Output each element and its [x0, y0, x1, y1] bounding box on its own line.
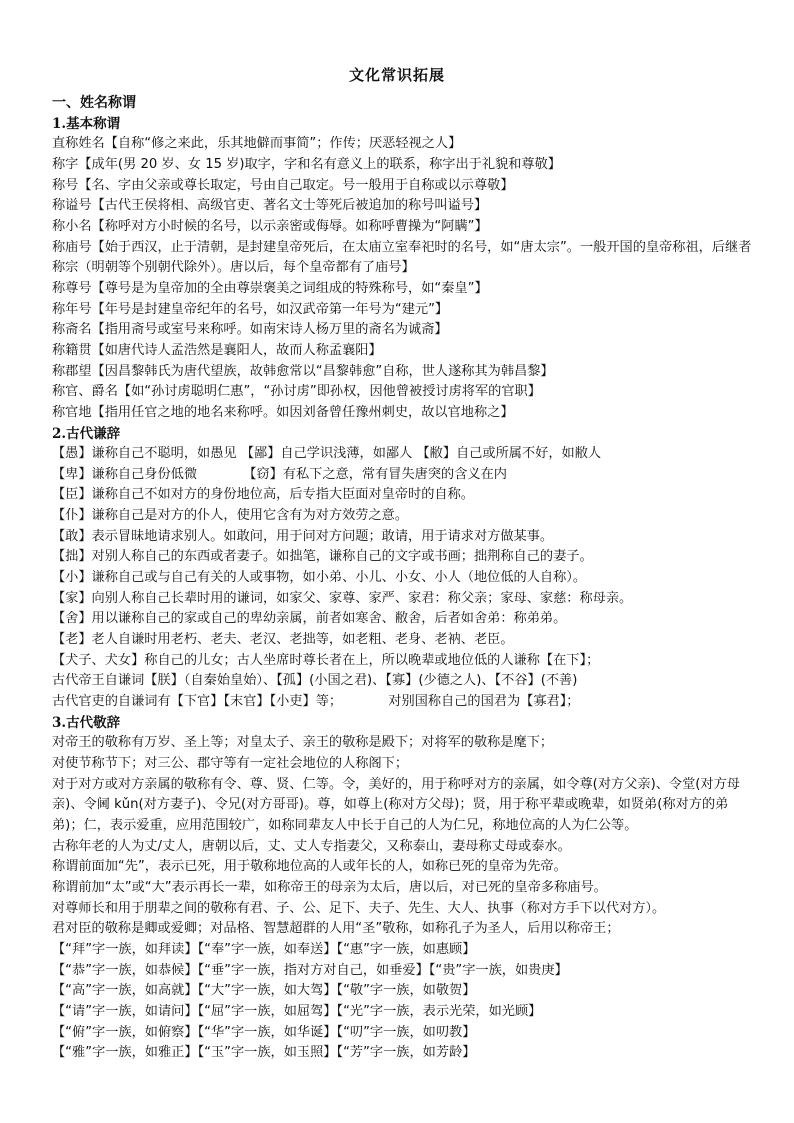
text-line: 称尊号【尊号是为皇帝加的全由尊崇褒美之词组成的特殊称号，如“秦皇”】 — [52, 280, 488, 296]
text-line: 【犬子、犬女】称自己的儿女；古人坐席时尊长者在上，所以晚辈或地位低的人谦称【在下】； — [52, 652, 600, 668]
text-paragraph: 对于对方或对方亲属的敬称有令、尊、贤、仁等。令，美好的，用于称呼对方的亲属，如令尊(对方父亲)、令堂(对方母亲)、令阃 kǔn(对方妻子)、令兄(对方哥哥)。尊，如尊上(称对方父母)；贤，用于称平辈或晚辈，如贤弟(称对方的弟弟)；仁，表示爱重，应用范围较广，如称同辈友人中长于自己的人为仁兄，称地位高的人为仁公等。 — [52, 776, 740, 833]
text-line: 称官地【指用任官之地的地名来称呼。如因刘备曾任豫州刺史，故以官地称之】 — [52, 404, 514, 420]
subsection-heading: 2.古代谦辞 — [52, 425, 121, 442]
text-line: 【“恭”字一族，如恭候】【“垂”字一族，指对方对自己，如垂爱】【“贵”字一族，如贵庚】 — [52, 962, 568, 978]
text-line: 【舍】用以谦称自己的家或自己的卑幼亲属，前者如寒舍、敝舍，后者如舍弟：称弟弟。 — [52, 611, 567, 627]
text-line: 【老】老人自谦时用老朽、老夫、老汉、老拙等，如老粗、老身、老衲、老臣。 — [52, 632, 514, 648]
text-line: 【“雅”字一族，如雅正】【“玉”字一族，如玉照】【“芳”字一族，如芳龄】 — [52, 1045, 476, 1061]
section-heading: 一、姓名称谓 — [52, 95, 136, 111]
text-line: 称字【成年(男 20 岁、女 15 岁)取字，字和名有意义上的联系，称字出于礼貌和尊敬】 — [52, 156, 561, 172]
text-line: 【“高”字一族，如高就】【“大”字一族，如大驾】【“敬”字一族，如敬贺】 — [52, 983, 476, 999]
text-line: 【小】谦称自己或与自己有关的人或事物，如小弟、小儿、小女、小人（地位低的人自称）。 — [52, 570, 587, 586]
text-line: 对使节称节下；对三公、郡守等有一定社会地位的人称阁下； — [52, 756, 409, 771]
text-line: 称谓前面加“先”，表示已死，用于敬称地位高的人或年长的人，如称已死的皇帝为先帝。 — [52, 859, 567, 875]
text-line: 对尊师长和用于朋辈之间的敬称有君、子、公、足下、夫子、先生、大人、执事（称对方手下以代对方）。 — [52, 900, 666, 916]
text-line: 【“拜”字一族，如拜读】【“奉”字一族，如奉送】【“惠”字一族，如惠顾】 — [52, 941, 476, 957]
text-line: 直称姓名【自称“修之来此，乐其地僻而事简”；作传；厌恶轻视之人】 — [52, 136, 462, 152]
text-line: 称年号【年号是封建皇帝纪年的名号，如汉武帝第一年号为“建元”】 — [52, 301, 449, 317]
text-line: 称小名【称呼对方小时候的名号，以示亲密或侮辱。如称呼曹操为“阿瞒”】 — [52, 218, 488, 234]
text-line: 古代官吏的自谦词有【下官】【末官】【小吏】等； 对别国称自己的国君为【寡君】； — [52, 694, 580, 710]
text-line: 【拙】对别人称自己的东西或者妻子。如拙笔，谦称自己的文字或书画；拙荆称自己的妻子。 — [52, 549, 593, 565]
text-line: 称谥号【古代王侯将相、高级官吏、著名文士等死后被追加的称号叫谥号】 — [52, 198, 488, 214]
text-line: 【臣】谦称自己不如对方的身份地位高，后专指大臣面对皇帝时的自称。 — [52, 487, 474, 503]
text-line: 【仆】谦称自己是对方的仆人，使用它含有为对方效劳之意。 — [52, 508, 409, 524]
text-line: 【“俯”字一族，如俯察】【“华”字一族，如华诞】【“叨”字一族，如叨教】 — [52, 1024, 476, 1040]
text-line: 古称年老的人为丈/丈人，唐朝以后，丈、丈人专指妻父，又称泰山，妻母称丈母或泰水。 — [52, 838, 571, 854]
page-title: 文化常识拓展 — [348, 66, 445, 84]
text-line: 【“请”字一族，如请问】【“屈”字一族，如屈驾】【“光”字一族，表示光荣，如光顾】 — [52, 1003, 542, 1019]
text-line: 【敢】表示冒昧地请求别人。如敢问，用于问对方问题；敢请，用于请求对方做某事。 — [52, 528, 554, 544]
text-line: 古代帝王自谦词【朕】（自秦始皇始）、【孤】(小国之君)、【寡】(少德之人)、【不谷】(不善) — [52, 673, 578, 689]
document-body — [52, 93, 752, 1064]
text-line: 称籍贯【如唐代诗人孟浩然是襄阳人，故而人称孟襄阳】 — [52, 342, 382, 358]
text-line: 【家】向别人称自己长辈时用的谦词，如家父、家尊、家严、家君：称父亲；家母、家慈：称母亲。 — [52, 590, 633, 606]
text-line: 对帝王的敬称有万岁、圣上等；对皇太子、亲王的敬称是殿下；对将军的敬称是麾下； — [52, 735, 554, 751]
text-line: 君对臣的敬称是卿或爱卿；对品格、智慧超群的人用“圣”敬称，如称孔子为圣人，后用以称帝王； — [52, 921, 620, 937]
subsection-heading: 3.古代敬辞 — [52, 714, 121, 731]
text-line: 称斋名【指用斋号或室号来称呼。如南宋诗人杨万里的斋名为诚斋】 — [52, 322, 448, 338]
text-line: 【卑】谦称自己身份低微 【窃】有私下之意，常有冒失唐突的含义在内 — [52, 466, 507, 482]
text-line: 【愚】谦称自己不聪明，如愚见 【鄙】自己学识浅薄，如鄙人 【敝】自己或所属不好，如敝人 — [52, 446, 602, 462]
subsection-heading: 1.基本称谓 — [52, 115, 121, 132]
text-line: 称谓前加“太”或“大”表示再长一辈，如称帝王的母亲为太后，唐以后，对已死的皇帝多称庙号。 — [52, 879, 607, 895]
text-line: 称郡望【因昌黎韩氏为唐代望族，故韩愈常以“昌黎韩愈”自称，世人遂称其为韩昌黎】 — [52, 363, 554, 379]
text-paragraph: 称庙号【始于西汉，止于清朝，是封建皇帝死后，在太庙立室奉祀时的名号，如“唐太宗”。一般开国的皇帝称祖，后继者称宗（明朝等个别朝代除外）。唐以后，每个皇帝都有了庙号】 — [52, 239, 752, 276]
text-line: 称号【名、字由父亲或尊长取定，号由自己取定。号一般用于自称或以示尊敬】 — [52, 177, 514, 193]
text-line: 称官、爵名【如“孙讨虏聪明仁惠”，“孙讨虏”即孙权，因他曾被授讨虏将军的官职】 — [52, 384, 541, 400]
